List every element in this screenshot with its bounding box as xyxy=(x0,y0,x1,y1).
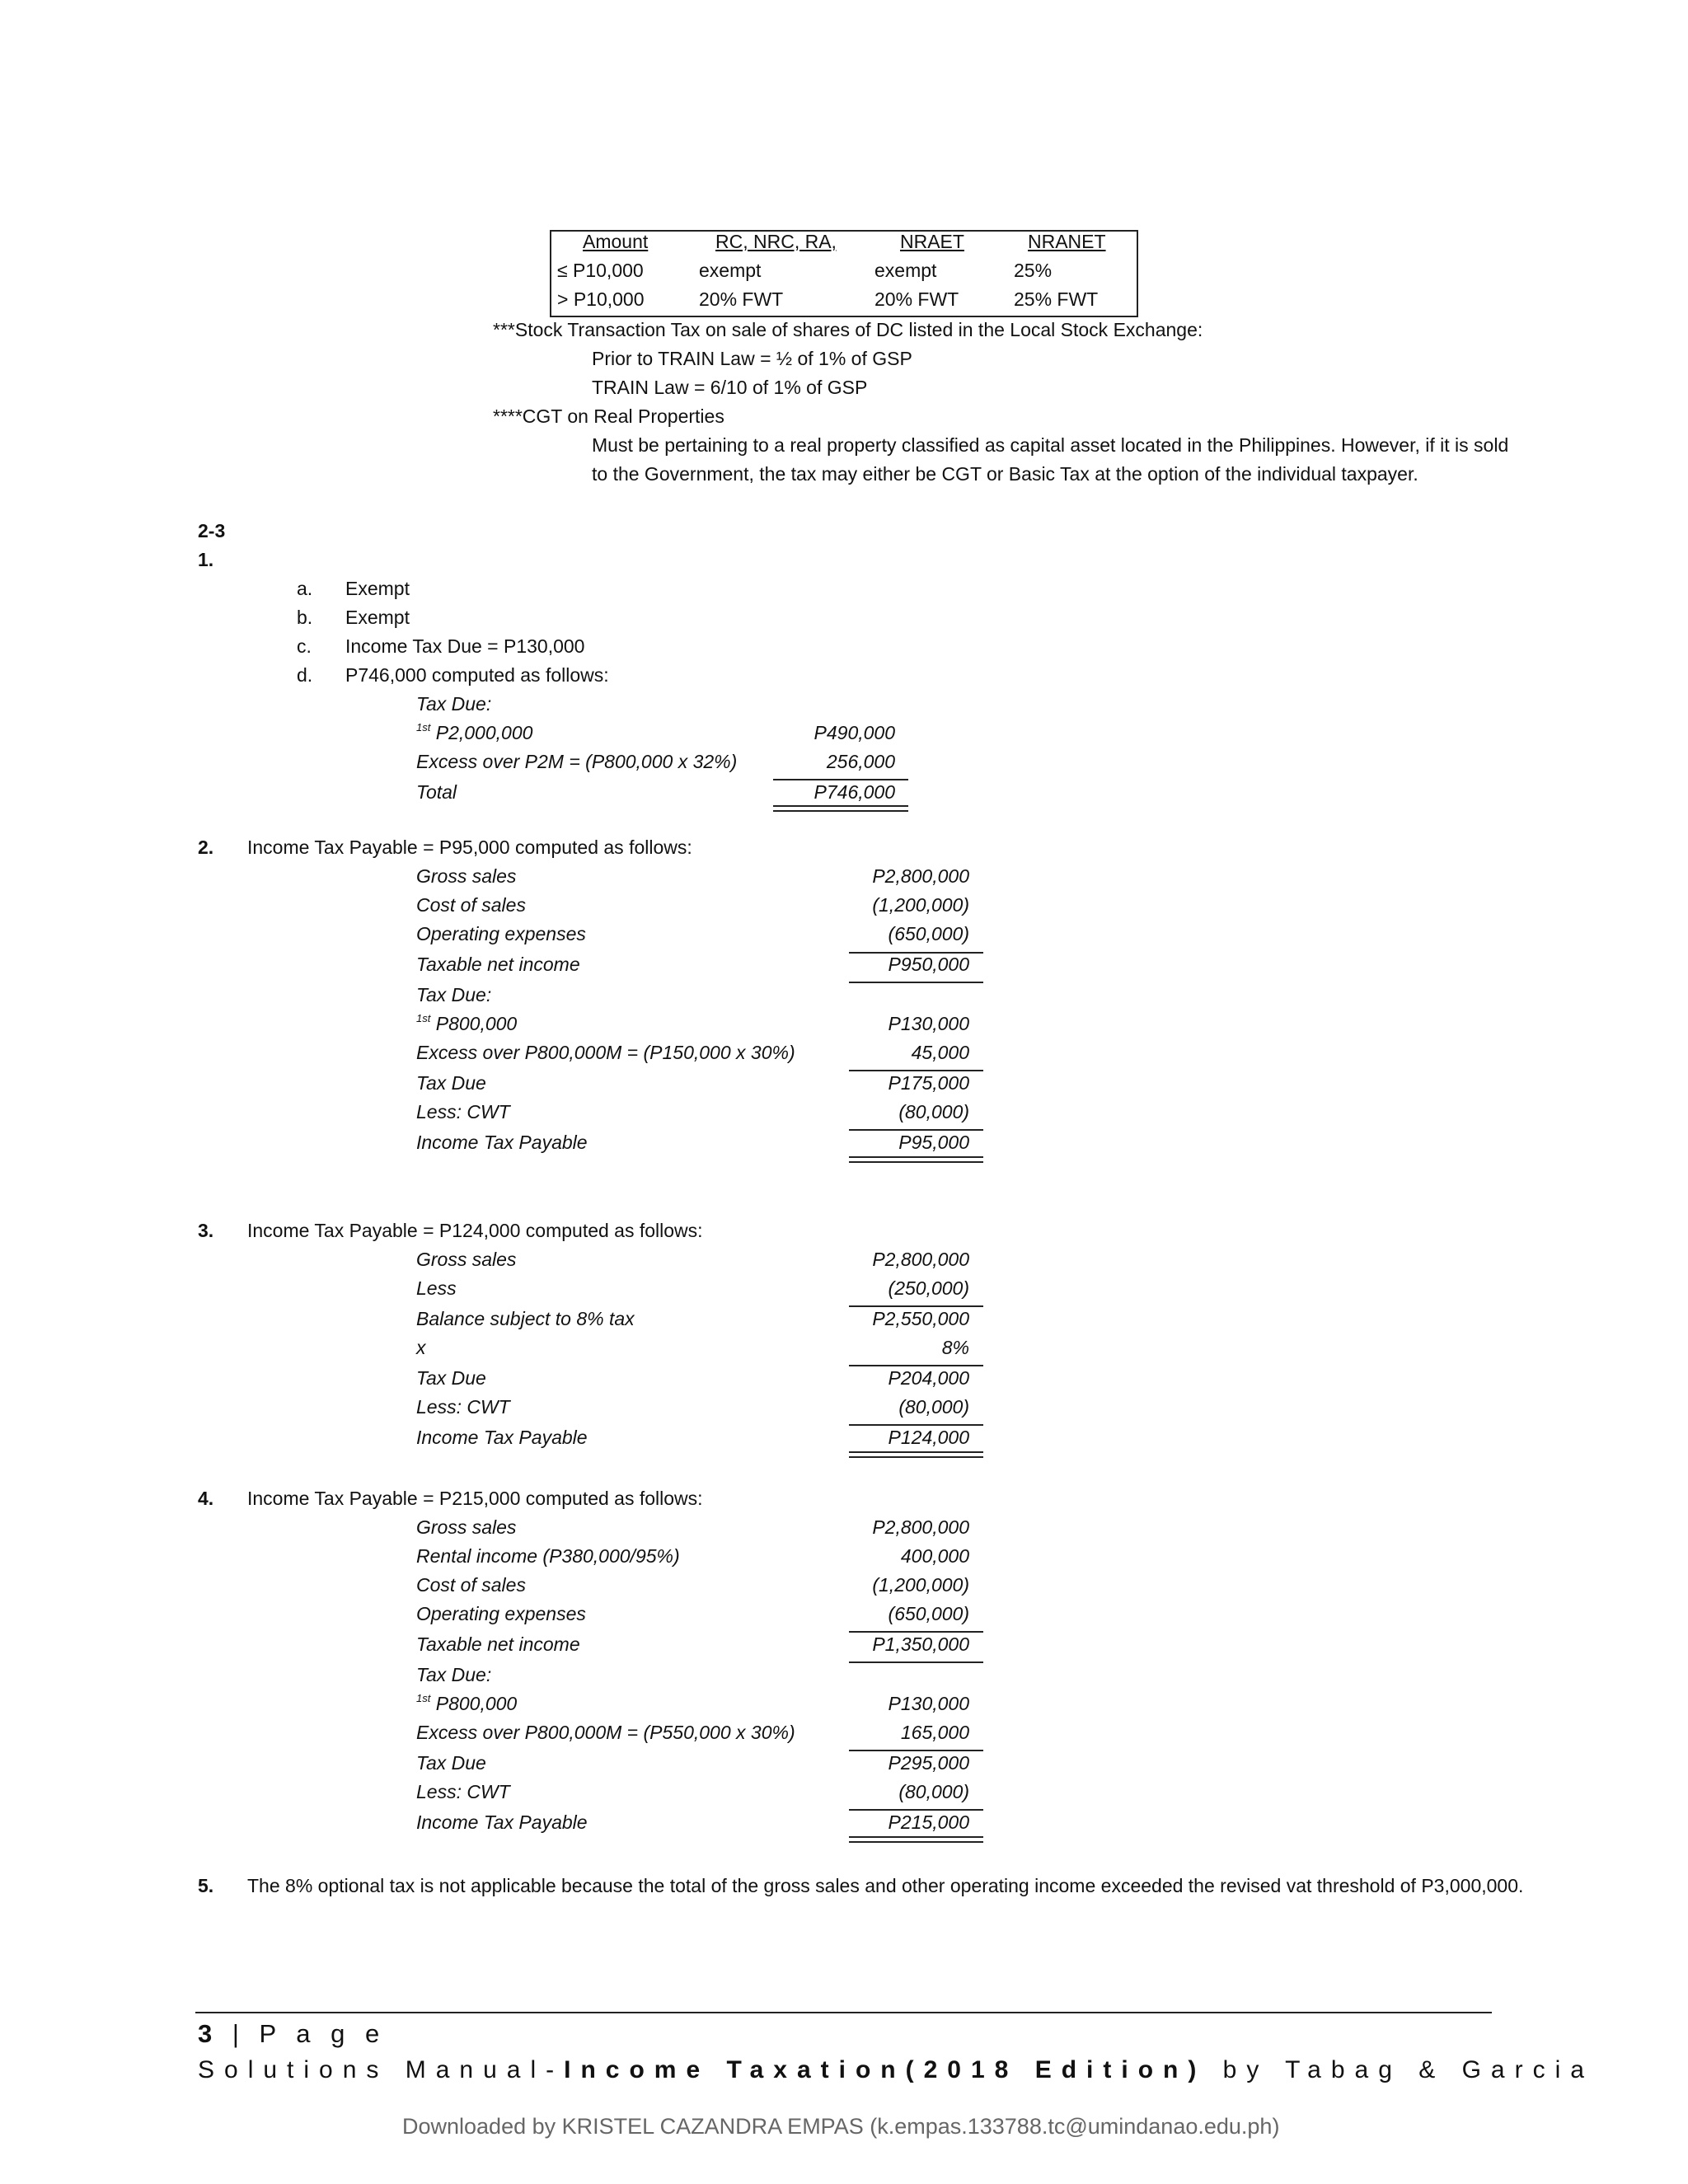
item-text: Income Tax Due = P130,000 xyxy=(345,635,585,657)
comp-value: (1,200,000) xyxy=(872,1574,969,1596)
ordinal: 1st xyxy=(416,1692,431,1704)
question-number: 3. xyxy=(198,1220,214,1241)
comp-label: $^{1st}$ P2,000,000 xyxy=(416,721,533,743)
cgt-note-line: to the Government, the tax may either be CGT or Basic Tax at the option of the individual taxpayer. xyxy=(592,463,1418,485)
section-number: 2-3 xyxy=(198,520,226,541)
footer-rule xyxy=(195,2012,1492,2013)
download-notice: Downloaded by KRISTEL CAZANDRA EMPAS (k.empas.133788.tc@umindanao.edu.ph) xyxy=(402,2114,1280,2139)
comp-label: Less: CWT xyxy=(416,1396,510,1418)
question-intro: Income Tax Payable = P124,000 computed as follows: xyxy=(247,1220,703,1241)
comp-value: P2,800,000 xyxy=(872,1249,969,1270)
subtotal-rule xyxy=(849,1661,983,1663)
subtotal-rule xyxy=(849,1129,983,1131)
comp-value: P1,350,000 xyxy=(872,1633,969,1655)
comp-label: Cost of sales xyxy=(416,1574,526,1596)
comp-label: Rental income (P380,000/95%) xyxy=(416,1545,680,1567)
comp-value: P2,800,000 xyxy=(872,1516,969,1538)
stt-note-title: ***Stock Transaction Tax on sale of shares of DC listed in the Local Stock Exchange: xyxy=(493,319,1203,340)
comp-label: Income Tax Payable xyxy=(416,1427,588,1448)
item-letter: c. xyxy=(297,635,312,657)
table-cell: 25% FWT xyxy=(1014,288,1099,310)
cgt-note-line: Must be pertaining to a real property classified as capital asset located in the Philippines. However, if it is sold xyxy=(592,434,1509,456)
cgt-note-title: ****CGT on Real Properties xyxy=(493,405,724,427)
item-letter: a. xyxy=(297,578,313,599)
comp-label: Operating expenses xyxy=(416,1603,586,1624)
comp-value: P175,000 xyxy=(888,1072,969,1094)
table-cell: 20% FWT xyxy=(874,288,959,310)
table-cell: 20% FWT xyxy=(699,288,784,310)
comp-value: P950,000 xyxy=(888,954,969,975)
comp-label: Taxable net income xyxy=(416,1633,580,1655)
question-text: The 8% optional tax is not applicable because the total of the gross sales and other operating income exceeded the revised vat threshold of P3,000,000. xyxy=(247,1875,1524,1896)
comp-value: P2,550,000 xyxy=(872,1308,969,1329)
table-cell: ≤ P10,000 xyxy=(557,260,644,281)
question-intro: Income Tax Payable = P95,000 computed as follows: xyxy=(247,837,692,858)
question-number: 1. xyxy=(198,549,214,570)
comp-label: Tax Due: xyxy=(416,984,492,1005)
comp-value: P130,000 xyxy=(888,1693,969,1714)
table-cell: > P10,000 xyxy=(557,288,645,310)
comp-value: 45,000 xyxy=(911,1042,969,1063)
table-header-amount: Amount xyxy=(583,231,649,252)
item-text: Exempt xyxy=(345,578,410,599)
comp-value: (250,000) xyxy=(888,1277,969,1299)
subtotal-rule xyxy=(849,1070,983,1071)
table-header-rc: RC, NRC, RA, xyxy=(715,231,837,252)
total-double-rule xyxy=(849,1451,983,1458)
item-letter: d. xyxy=(297,664,313,686)
comp-label: Income Tax Payable xyxy=(416,1132,588,1153)
stt-prior: Prior to TRAIN Law = ½ of 1% of GSP xyxy=(592,348,912,369)
comp-value: 400,000 xyxy=(900,1545,969,1567)
comp-label: Gross sales xyxy=(416,1249,517,1270)
page-label: | P a g e xyxy=(232,2019,387,2048)
comp-value: P490,000 xyxy=(814,722,895,743)
comp-value: P2,800,000 xyxy=(872,865,969,887)
comp-value: P95,000 xyxy=(898,1132,969,1153)
comp-label: Tax Due: xyxy=(416,693,492,715)
item-text: Exempt xyxy=(345,607,410,628)
comp-label: Operating expenses xyxy=(416,923,586,944)
table-header-nranet: NRANET xyxy=(1028,231,1106,252)
table-cell: exempt xyxy=(699,260,762,281)
total-double-rule xyxy=(849,1156,983,1163)
item-text: P746,000 computed as follows: xyxy=(345,664,609,686)
comp-label: Total xyxy=(416,781,457,803)
subtotal-rule xyxy=(849,982,983,983)
comp-label: Balance subject to 8% tax xyxy=(416,1308,635,1329)
comp-label: Taxable net income xyxy=(416,954,580,975)
comp-value: (80,000) xyxy=(898,1101,969,1122)
comp-value: (80,000) xyxy=(898,1781,969,1802)
table-header-nraet: NRAET xyxy=(900,231,964,252)
comp-label: Excess over P800,000M = (P150,000 x 30%) xyxy=(416,1042,795,1063)
comp-label: Gross sales xyxy=(416,1516,517,1538)
comp-value: P215,000 xyxy=(888,1811,969,1833)
comp-value: P130,000 xyxy=(888,1013,969,1034)
comp-label: Tax Due: xyxy=(416,1664,492,1685)
subtotal-rule xyxy=(849,1365,983,1366)
question-intro: Income Tax Payable = P215,000 computed as follows: xyxy=(247,1488,703,1509)
comp-value: 256,000 xyxy=(826,751,895,772)
question-number: 5. xyxy=(198,1875,214,1896)
comp-label: Income Tax Payable xyxy=(416,1811,588,1833)
subtotal-rule xyxy=(849,1631,983,1633)
question-number: 2. xyxy=(198,837,214,858)
comp-label: Less: CWT xyxy=(416,1101,510,1122)
comp-value: (1,200,000) xyxy=(872,894,969,916)
comp-label: Cost of sales xyxy=(416,894,526,916)
comp-value: 8% xyxy=(941,1337,969,1358)
total-double-rule xyxy=(773,805,908,812)
subtotal-rule xyxy=(773,779,908,780)
table-cell: 25% xyxy=(1014,260,1053,281)
comp-label: Excess over P800,000M = (P550,000 x 30%) xyxy=(416,1722,795,1743)
comp-label: Tax Due xyxy=(416,1367,486,1389)
comp-value: (650,000) xyxy=(888,923,969,944)
ordinal: 1st xyxy=(416,1012,431,1024)
comp-label: Less xyxy=(416,1277,457,1299)
comp-value: 165,000 xyxy=(900,1722,969,1743)
comp-label: Tax Due xyxy=(416,1072,486,1094)
subtotal-rule xyxy=(849,1424,983,1426)
subtotal-rule xyxy=(849,1809,983,1811)
comp-value: P124,000 xyxy=(888,1427,969,1448)
ordinal: 1st xyxy=(416,721,431,733)
comp-label: x xyxy=(416,1337,426,1358)
comp-label: Gross sales xyxy=(416,865,517,887)
comp-label: $^{1st}$ P800,000 xyxy=(416,1012,518,1034)
comp-label: Excess over P2M = (P800,000 x 32%) xyxy=(416,751,738,772)
comp-label: $^{1st}$ P800,000 xyxy=(416,1692,518,1714)
page-footer xyxy=(198,2021,386,2046)
table-cell: exempt xyxy=(874,260,937,281)
comp-value: P204,000 xyxy=(888,1367,969,1389)
item-letter: b. xyxy=(297,607,313,628)
total-double-rule xyxy=(849,1836,983,1843)
stt-train: TRAIN Law = 6/10 of 1% of GSP xyxy=(592,377,868,398)
subtotal-rule xyxy=(849,1305,983,1307)
comp-value: P295,000 xyxy=(888,1752,969,1774)
page-number: 3 xyxy=(198,2019,219,2048)
subtotal-rule xyxy=(849,1750,983,1751)
comp-value: (80,000) xyxy=(898,1396,969,1418)
comp-value: (650,000) xyxy=(888,1603,969,1624)
question-number: 4. xyxy=(198,1488,214,1509)
comp-label: Less: CWT xyxy=(416,1781,510,1802)
book-title: Solutions Manual-Income Taxation(2018 Edition) by Tabag & Garcia xyxy=(198,2056,1594,2083)
comp-label: Tax Due xyxy=(416,1752,486,1774)
comp-value: P746,000 xyxy=(814,781,895,803)
